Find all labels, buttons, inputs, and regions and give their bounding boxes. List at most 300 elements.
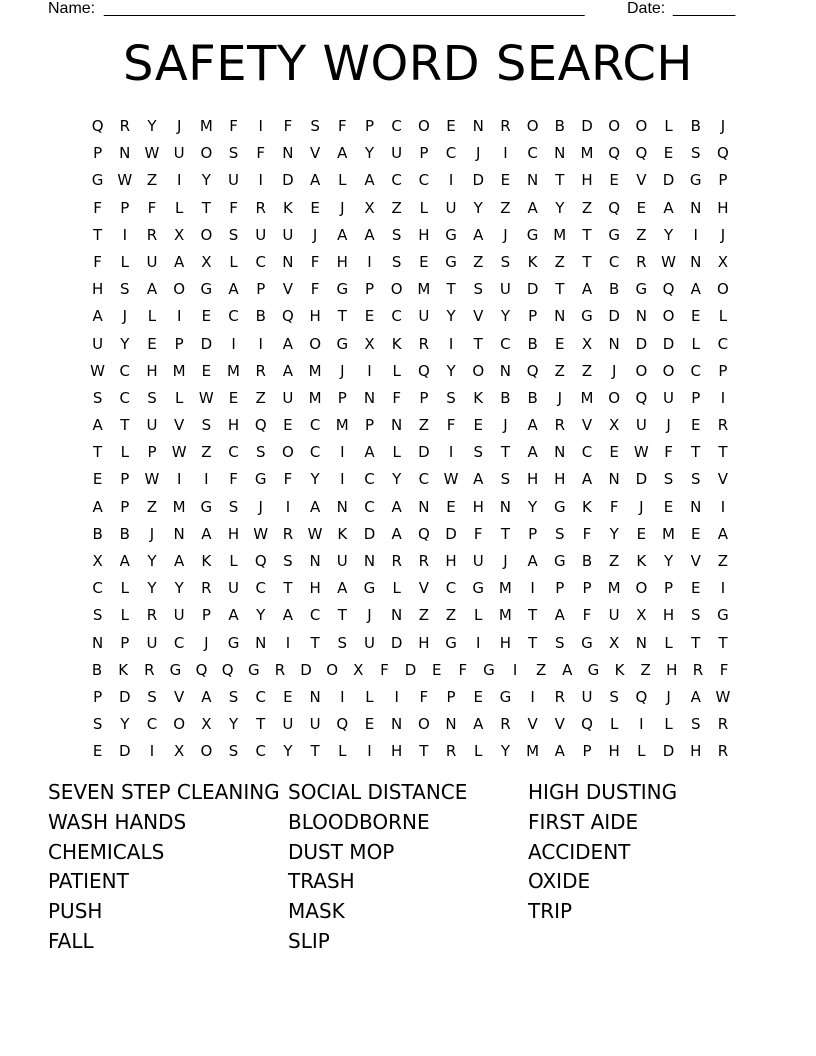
- grid-row: [84, 684, 737, 711]
- word-list-item: SEVEN STEP CLEANING: [48, 780, 280, 804]
- grid-letter: T: [93, 443, 103, 462]
- grid-letter: E: [201, 307, 212, 326]
- grid-row: [84, 521, 737, 548]
- grid-letter: T: [555, 280, 565, 299]
- grid-letter: J: [503, 225, 508, 244]
- grid-letter: P: [528, 524, 538, 543]
- grid-letter: J: [367, 606, 372, 625]
- grid-letter: S: [473, 280, 483, 299]
- grid-letter: U: [228, 579, 240, 598]
- grid-letter: Q: [635, 388, 648, 407]
- grid-letter: D: [662, 742, 675, 761]
- grid-letter: P: [201, 606, 211, 625]
- grid-letter: R: [255, 198, 266, 217]
- grid-letter: S: [391, 225, 402, 244]
- grid-letter: R: [717, 416, 729, 435]
- grid-letter: I: [122, 225, 127, 244]
- grid-letter: R: [119, 117, 130, 135]
- grid-letter: R: [692, 660, 704, 679]
- grid-letter: S: [228, 742, 239, 761]
- grid-letter: O: [472, 361, 485, 380]
- grid-letter: M: [227, 361, 240, 380]
- grid-letter: A: [92, 307, 103, 326]
- grid-letter: J: [122, 307, 127, 326]
- grid-letter: P: [419, 388, 429, 407]
- word-list-item: MASK: [288, 899, 345, 924]
- grid-letter: Z: [418, 416, 429, 435]
- grid-letter: S: [555, 633, 565, 652]
- word-list-item: WASH HANDS: [48, 809, 187, 834]
- grid-letter: F: [229, 198, 238, 217]
- grid-letter: G: [248, 660, 260, 679]
- grid-letter: S: [201, 416, 212, 435]
- grid-letter: I: [720, 388, 726, 407]
- grid-letter: P: [120, 198, 130, 217]
- grid-letter: L: [392, 443, 401, 462]
- grid-letter: G: [635, 280, 648, 299]
- grid-letter: S: [690, 470, 701, 489]
- grid-letter: U: [581, 687, 593, 706]
- grid-letter: I: [285, 497, 291, 516]
- grid-letter: A: [473, 225, 484, 244]
- grid-letter: Q: [581, 715, 593, 734]
- grid-letter: A: [562, 660, 573, 679]
- grid-letter: T: [446, 280, 456, 299]
- grid-letter: Y: [147, 579, 157, 598]
- grid-letter: Z: [445, 606, 457, 625]
- grid-letter: A: [228, 606, 239, 625]
- grid-letter: I: [503, 144, 508, 163]
- grid-letter: E: [690, 579, 701, 598]
- grid-letter: I: [258, 171, 263, 190]
- grid-row: [84, 276, 737, 303]
- grid-letter: M: [172, 497, 186, 516]
- grid-letter: T: [555, 171, 565, 190]
- grid-letter: A: [391, 524, 402, 543]
- word-list: [48, 778, 768, 968]
- grid-letter: C: [690, 361, 701, 380]
- grid-letter: Q: [282, 307, 294, 326]
- grid-letter: A: [119, 552, 130, 570]
- grid-letter: L: [664, 117, 673, 135]
- grid-letter: U: [472, 552, 484, 570]
- grid-letter: Y: [663, 552, 674, 570]
- grid-letter: D: [662, 334, 675, 353]
- grid-letter: C: [255, 742, 266, 761]
- grid-letter: O: [173, 715, 186, 734]
- grid-letter: H: [662, 606, 675, 625]
- grid-letter: M: [308, 388, 322, 407]
- grid-letter: G: [254, 470, 267, 489]
- grid-row: [84, 385, 737, 412]
- grid-letter: E: [446, 117, 456, 135]
- grid-letter: A: [391, 497, 402, 516]
- grid-row: [84, 602, 737, 629]
- grid-letter: Y: [528, 497, 538, 516]
- grid-letter: F: [609, 497, 619, 516]
- grid-letter: A: [309, 497, 321, 516]
- grid-letter: H: [309, 579, 321, 598]
- grid-letter: Y: [120, 715, 130, 734]
- grid-letter: C: [608, 252, 620, 271]
- grid-letter: F: [283, 470, 293, 489]
- grid-letter: Z: [473, 252, 484, 271]
- grid-letter: L: [229, 552, 238, 570]
- grid-letter: P: [120, 633, 130, 652]
- grid-letter: G: [445, 252, 457, 271]
- grid-letter: S: [228, 225, 239, 244]
- grid-letter: X: [717, 252, 729, 271]
- grid-letter: O: [173, 280, 186, 299]
- grid-letter: Q: [608, 198, 621, 217]
- grid-letter: A: [337, 225, 348, 244]
- grid-letter: E: [228, 388, 239, 407]
- grid-letter: X: [581, 334, 593, 353]
- grid-letter: N: [309, 687, 321, 706]
- grid-letter: L: [664, 633, 673, 652]
- grid-letter: H: [581, 171, 593, 190]
- grid-letter: W: [171, 443, 187, 462]
- grid-letter: R: [500, 117, 511, 135]
- grid-letter: Q: [254, 416, 267, 435]
- grid-letter: D: [635, 334, 648, 353]
- grid-letter: I: [530, 687, 535, 706]
- grid-letter: O: [662, 361, 675, 380]
- grid-letter: E: [500, 171, 511, 190]
- grid-letter: T: [500, 524, 510, 543]
- grid-letter: I: [340, 470, 345, 489]
- grid-letter: T: [310, 633, 320, 652]
- grid-letter: Q: [608, 144, 621, 163]
- grid-letter: A: [473, 715, 484, 734]
- grid-letter: C: [92, 579, 103, 598]
- grid-letter: F: [392, 388, 401, 407]
- word-list-item: FIRST AIDE: [528, 809, 639, 834]
- grid-letter: A: [364, 225, 375, 244]
- grid-letter: X: [364, 334, 375, 353]
- grid-letter: T: [337, 307, 347, 326]
- grid-letter: Y: [147, 552, 157, 570]
- grid-letter: S: [147, 687, 157, 706]
- grid-letter: F: [310, 280, 320, 299]
- grid-letter: U: [146, 633, 158, 652]
- grid-letter: N: [472, 117, 484, 135]
- grid-letter: S: [473, 443, 483, 462]
- grid-letter: T: [500, 443, 510, 462]
- grid-letter: K: [614, 660, 625, 679]
- grid-letter: N: [91, 633, 104, 652]
- grid-letter: I: [258, 334, 263, 353]
- grid-row: [84, 494, 737, 521]
- grid-letter: H: [445, 552, 457, 570]
- grid-letter: U: [391, 144, 403, 163]
- grid-letter: L: [120, 579, 129, 598]
- grid-letter: X: [92, 552, 103, 570]
- grid-letter: I: [340, 443, 345, 462]
- grid-letter: J: [720, 225, 726, 244]
- grid-letter: D: [662, 171, 675, 190]
- grid-letter: R: [282, 524, 294, 543]
- grid-letter: I: [512, 660, 518, 679]
- grid-letter: I: [639, 715, 644, 734]
- grid-letter: J: [340, 361, 345, 380]
- grid-letter: C: [146, 715, 158, 734]
- name-label: Name:: [48, 0, 96, 17]
- grid-letter: R: [201, 579, 212, 598]
- grid-letter: I: [340, 687, 345, 706]
- grid-letter: L: [120, 252, 129, 271]
- grid-letter: C: [364, 470, 375, 489]
- grid-letter: X: [174, 225, 185, 244]
- grid-letter: R: [554, 687, 565, 706]
- grid-letter: V: [717, 470, 729, 489]
- grid-letter: G: [169, 660, 182, 679]
- grid-letter: L: [365, 687, 374, 706]
- grid-letter: R: [255, 361, 266, 380]
- grid-letter: G: [472, 579, 485, 598]
- grid-letter: G: [483, 660, 495, 679]
- grid-letter: A: [527, 443, 538, 462]
- grid-letter: L: [338, 171, 347, 190]
- grid-letter: U: [173, 606, 185, 625]
- grid-row: [84, 548, 737, 575]
- grid-letter: E: [609, 171, 619, 190]
- grid-letter: L: [718, 307, 728, 326]
- grid-letter: T: [528, 633, 538, 652]
- grid-letter: E: [609, 443, 619, 462]
- grid-letter: L: [392, 579, 401, 598]
- grid-letter: I: [693, 225, 698, 244]
- grid-letter: P: [120, 470, 130, 489]
- grid-letter: O: [309, 334, 321, 353]
- grid-row: [84, 140, 737, 167]
- grid-letter: Z: [554, 361, 565, 380]
- grid-letter: N: [255, 633, 267, 652]
- grid-letter: K: [391, 334, 402, 353]
- grid-letter: P: [93, 687, 103, 706]
- grid-letter: J: [503, 552, 508, 570]
- grid-letter: A: [473, 470, 484, 489]
- grid-letter: R: [445, 742, 457, 761]
- word-column: [528, 778, 768, 927]
- grid-letter: J: [476, 144, 481, 163]
- grid-row: [84, 657, 737, 684]
- grid-letter: H: [418, 633, 430, 652]
- grid-letter: I: [258, 117, 263, 135]
- grid-letter: V: [174, 687, 185, 706]
- grid-letter: W: [144, 144, 160, 163]
- grid-letter: O: [608, 117, 621, 135]
- grid-letter: G: [227, 633, 240, 652]
- grid-letter: Z: [255, 388, 266, 407]
- grid-letter: R: [717, 742, 729, 761]
- grid-letter: F: [229, 117, 238, 135]
- grid-letter: T: [120, 416, 130, 435]
- grid-letter: B: [527, 388, 538, 407]
- grid-letter: P: [582, 579, 592, 598]
- grid-letter: C: [364, 497, 375, 516]
- grid-letter: O: [390, 280, 403, 299]
- grid-letter: F: [337, 117, 347, 135]
- grid-letter: J: [666, 416, 671, 435]
- grid-letter: S: [228, 687, 239, 706]
- grid-letter: S: [92, 388, 103, 407]
- grid-letter: X: [609, 633, 620, 652]
- grid-letter: N: [499, 361, 512, 380]
- grid-letter: I: [149, 742, 155, 761]
- grid-letter: O: [282, 443, 294, 462]
- grid-letter: G: [587, 660, 600, 679]
- grid-letter: L: [474, 606, 483, 625]
- grid-letter: O: [417, 117, 430, 135]
- grid-letter: W: [144, 470, 160, 489]
- grid-letter: X: [636, 606, 647, 625]
- grid-letter: K: [473, 388, 484, 407]
- grid-letter: E: [364, 307, 375, 326]
- grid-letter: N: [282, 144, 294, 163]
- grid-letter: S: [690, 606, 701, 625]
- grid-letter: D: [581, 117, 593, 135]
- grid-letter: V: [473, 307, 484, 326]
- grid-letter: S: [228, 497, 239, 516]
- grid-letter: C: [418, 470, 430, 489]
- grid-letter: O: [635, 117, 648, 135]
- grid-letter: J: [340, 198, 345, 217]
- grid-letter: H: [499, 633, 512, 652]
- grid-letter: C: [255, 579, 266, 598]
- grid-letter: S: [92, 606, 103, 625]
- grid-letter: N: [418, 497, 430, 516]
- grid-letter: F: [256, 144, 266, 163]
- grid-letter: E: [555, 334, 565, 353]
- grid-letter: G: [581, 307, 593, 326]
- grid-row: [84, 331, 737, 358]
- grid-letter: U: [173, 144, 185, 163]
- grid-letter: A: [282, 361, 294, 380]
- grid-letter: A: [337, 579, 348, 598]
- grid-letter: S: [310, 117, 320, 135]
- grid-letter: W: [443, 470, 459, 489]
- grid-letter: G: [200, 497, 213, 516]
- grid-letter: T: [256, 715, 266, 734]
- grid-letter: H: [227, 416, 240, 435]
- grid-letter: C: [173, 633, 185, 652]
- grid-letter: E: [92, 470, 103, 489]
- grid-letter: L: [691, 334, 700, 353]
- grid-letter: J: [503, 416, 508, 435]
- grid-letter: P: [174, 334, 184, 353]
- grid-letter: E: [92, 742, 103, 761]
- grid-row: [84, 195, 737, 222]
- grid-letter: J: [639, 497, 644, 516]
- grid-letter: E: [283, 687, 293, 706]
- grid-letter: P: [364, 416, 374, 435]
- grid-letter: F: [664, 443, 673, 462]
- grid-letter: F: [473, 524, 483, 543]
- grid-letter: U: [635, 416, 647, 435]
- word-list-item: DUST MOP: [288, 839, 395, 864]
- grid-letter: U: [363, 633, 375, 652]
- grid-letter: Y: [228, 715, 239, 734]
- grid-letter: F: [446, 416, 456, 435]
- grid-letter: N: [391, 416, 403, 435]
- grid-letter: S: [446, 388, 456, 407]
- grid-letter: C: [309, 606, 321, 625]
- grid-letter: H: [690, 742, 702, 761]
- grid-letter: U: [445, 198, 457, 217]
- grid-letter: D: [608, 307, 620, 326]
- grid-letter: A: [663, 198, 674, 217]
- grid-letter: A: [337, 144, 348, 163]
- grid-letter: C: [119, 361, 131, 380]
- grid-letter: B: [119, 524, 130, 543]
- grid-letter: Y: [473, 198, 483, 217]
- grid-letter: F: [582, 606, 592, 625]
- grid-letter: U: [309, 715, 321, 734]
- grid-letter: P: [555, 579, 565, 598]
- grid-letter: V: [636, 171, 647, 190]
- grid-letter: E: [431, 660, 442, 679]
- grid-letter: A: [309, 171, 321, 190]
- grid-letter: E: [147, 334, 157, 353]
- grid-letter: O: [717, 280, 729, 299]
- grid-letter: X: [201, 715, 212, 734]
- grid-letter: K: [527, 252, 538, 271]
- grid-letter: G: [553, 552, 566, 570]
- grid-letter: P: [446, 687, 456, 706]
- grid-letter: S: [690, 715, 701, 734]
- grid-letter: C: [309, 443, 321, 462]
- grid-letter: L: [338, 742, 347, 761]
- grid-letter: A: [364, 443, 375, 462]
- grid-letter: L: [174, 198, 184, 217]
- grid-letter: S: [690, 144, 701, 163]
- grid-letter: S: [500, 252, 511, 271]
- grid-letter: D: [418, 443, 430, 462]
- grid-letter: M: [580, 144, 594, 163]
- grid-letter: A: [527, 198, 538, 217]
- grid-letter: M: [172, 361, 186, 380]
- grid-letter: R: [717, 715, 729, 734]
- grid-letter: R: [146, 606, 158, 625]
- grid-letter: I: [176, 171, 182, 190]
- grid-letter: E: [473, 416, 483, 435]
- grid-letter: K: [118, 660, 129, 679]
- grid-row: [84, 167, 737, 194]
- grid-letter: G: [608, 225, 620, 244]
- grid-letter: Y: [256, 606, 266, 625]
- grid-letter: X: [364, 198, 375, 217]
- grid-row: [84, 249, 737, 276]
- grid-letter: C: [527, 144, 538, 163]
- grid-letter: Y: [310, 470, 320, 489]
- grid-letter: Z: [609, 552, 620, 570]
- grid-letter: G: [717, 606, 729, 625]
- grid-letter: B: [92, 524, 103, 543]
- grid-letter: P: [528, 307, 538, 326]
- word-list-item: SLIP: [288, 928, 330, 953]
- grid-letter: I: [448, 171, 454, 190]
- grid-letter: P: [718, 171, 728, 190]
- grid-letter: K: [282, 198, 293, 217]
- grid-letter: Y: [609, 524, 619, 543]
- grid-letter: P: [93, 144, 103, 163]
- grid-letter: O: [200, 144, 213, 163]
- grid-letter: Z: [391, 198, 402, 217]
- grid-letter: X: [353, 660, 364, 679]
- grid-letter: L: [664, 715, 673, 734]
- grid-letter: Q: [417, 361, 430, 380]
